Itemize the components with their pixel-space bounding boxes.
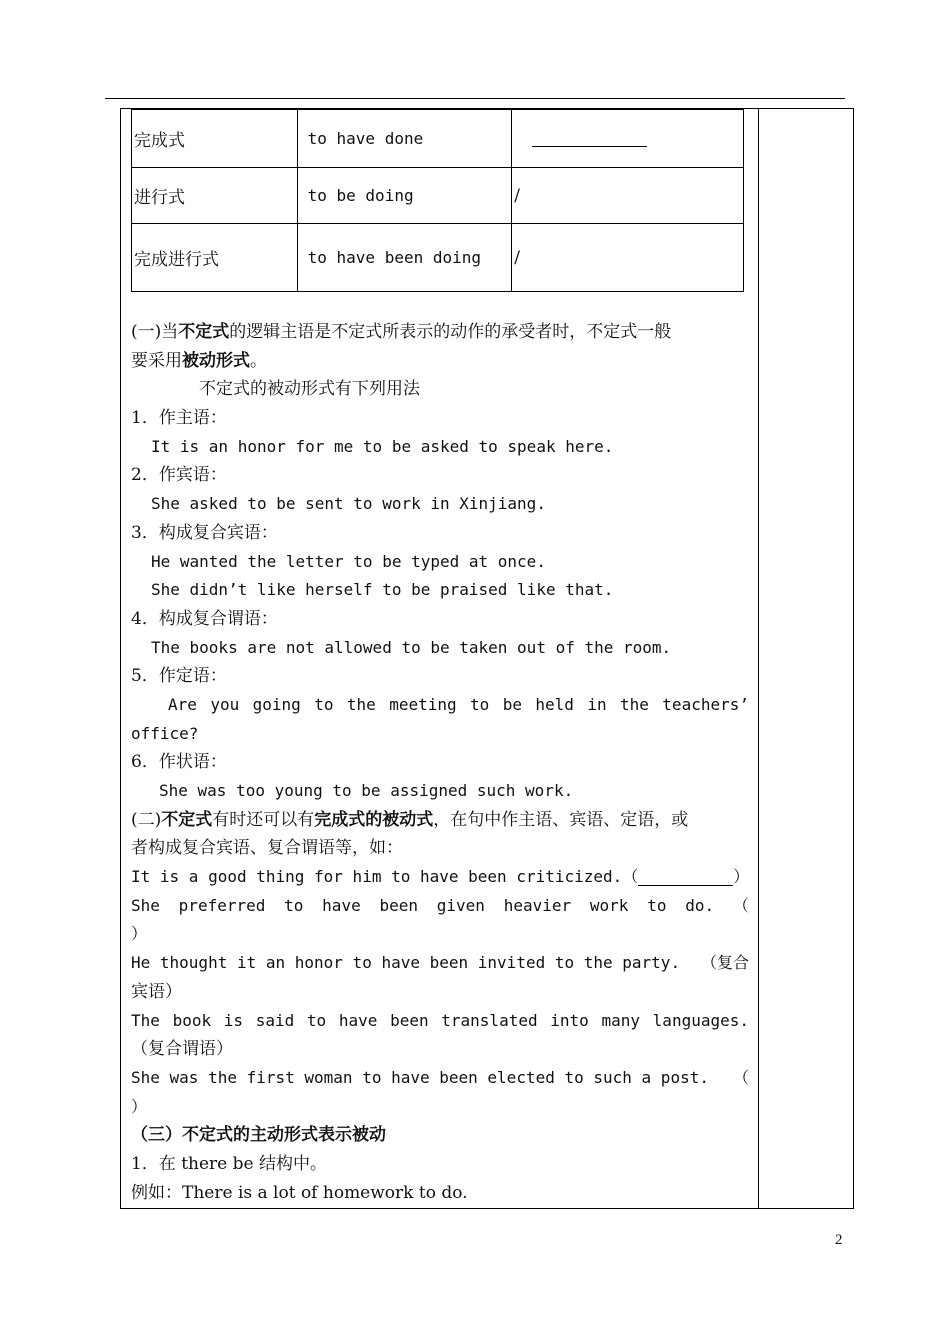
section1-para: (一)当不定式的逻辑主语是不定式所表示的动作的承受者时，不定式一般: [131, 322, 672, 342]
form-note: /: [512, 168, 744, 224]
example-sentence: He thought it an honor to have been invited to the party. （复合: [131, 953, 749, 973]
answer-blank: [638, 870, 733, 886]
example-sentence-cont: ）: [131, 924, 148, 944]
example-sentence: She preferred to have been given heavier work to do. （: [131, 895, 749, 915]
form-structure: to be doing: [297, 168, 512, 224]
form-structure: to have done: [297, 110, 512, 168]
form-name: 进行式: [132, 168, 298, 224]
header-rule: [105, 98, 845, 99]
heading-subject: 1．作主语：: [131, 408, 227, 429]
example-sentence: The books are not allowed to be taken out of the room.: [151, 637, 672, 657]
section3-heading: 1．在 there be 结构中。: [131, 1153, 327, 1174]
heading-attribute: 5．作定语：: [131, 666, 227, 687]
example-sentence: Are you going to the meeting to be held in the teachers’: [168, 694, 749, 714]
example-sentence-cont: 宾语）: [131, 981, 182, 1002]
heading-object: 2．作宾语：: [131, 465, 227, 486]
form-name: 完成进行式: [132, 224, 298, 292]
infinitive-forms-table: [131, 109, 744, 292]
section2-para-cont: 者构成复合宾语、复合谓语等，如：: [131, 838, 403, 859]
form-note: /: [512, 224, 744, 292]
section1-para-cont: 要采用被动形式。: [131, 350, 267, 371]
table-row: [132, 224, 744, 292]
example-sentence: She was the first woman to have been elected to such a post. （: [131, 1067, 749, 1087]
example-sentence: She asked to be sent to work in Xinjiang.: [151, 494, 546, 514]
section2-para: (二)不定式有时还可以有完成式的被动式，在句中作主语、宾语、定语，或: [131, 809, 689, 830]
example-sentence: It is a good thing for him to have been criticized.（ ）: [131, 867, 750, 887]
section3-example: 例如：There is a lot of homework to do.: [131, 1182, 468, 1203]
page-number: 2: [835, 1232, 843, 1248]
example-sentence: He wanted the letter to be typed at once.: [151, 551, 546, 571]
heading-complex-predicate: 4．构成复合谓语：: [131, 608, 278, 629]
section3-title: （三）不定式的主动形式表示被动: [131, 1125, 386, 1146]
example-sentence: It is an honor for me to be asked to speak here.: [151, 436, 614, 456]
column-divider: [758, 109, 759, 1208]
heading-complex-object: 3．构成复合宾语：: [131, 522, 278, 543]
example-sentence: She was too young to be assigned such work.: [159, 781, 574, 800]
example-sentence: She didn’t like herself to be praised like that.: [151, 580, 614, 600]
section1-intro: 不定式的被动形式有下列用法: [199, 379, 420, 400]
example-sentence: The book is said to have been translated into many languages.: [131, 1010, 749, 1030]
example-sentence-cont: office?: [131, 723, 199, 743]
blank-underline: [532, 132, 647, 147]
table-row: [132, 110, 744, 168]
lesson-content: [131, 318, 749, 1207]
form-structure: to have been doing: [297, 224, 512, 292]
heading-adverbial: 6．作状语：: [131, 752, 227, 773]
example-sentence-cont: （复合谓语）: [131, 1039, 233, 1060]
example-sentence-cont: ）: [131, 1096, 148, 1116]
table-row: [132, 168, 744, 224]
form-name: 完成式: [132, 110, 298, 168]
fill-blank: [512, 110, 744, 168]
